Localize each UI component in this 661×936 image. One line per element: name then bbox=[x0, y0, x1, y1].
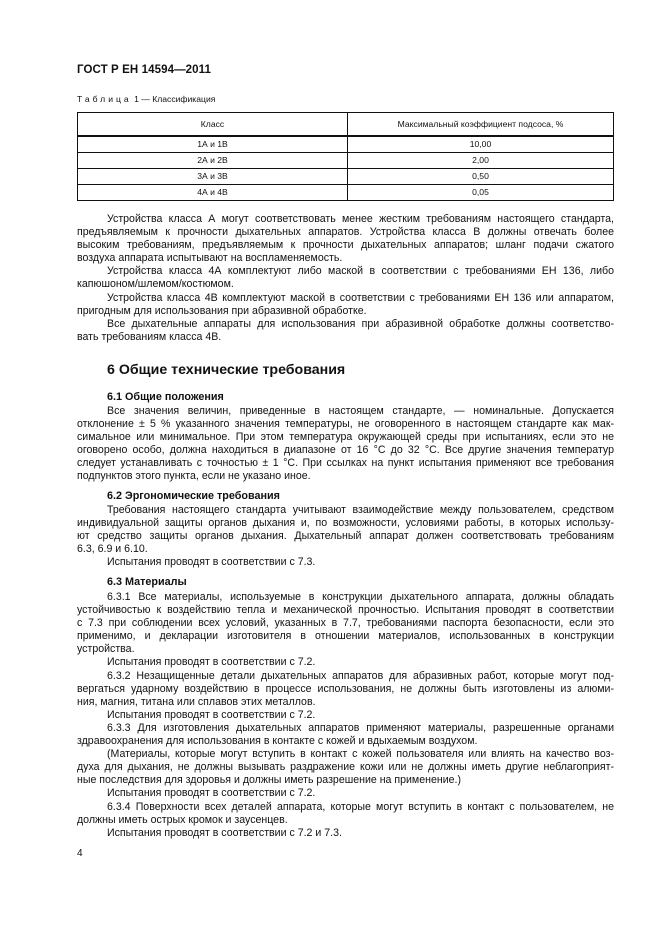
text-line: 6.3.3 Для изготовления дыхательных аппаратов применяют материалы, разрешенные органами bbox=[107, 721, 614, 734]
text-line: Требования настоящего стандарта учитывают взаимодействие между пользователем, средством bbox=[107, 504, 614, 516]
paragraph bbox=[77, 318, 614, 344]
text-line: ют средство защиты органов дыхания. Дыхательный аппарат должен соответствовать требованиям bbox=[77, 530, 614, 543]
text-line: индивидуальной защиты органов дыхания и, по возможности, условиями работы, в которых использу- bbox=[77, 517, 614, 530]
paragraph bbox=[77, 405, 614, 484]
paragraph bbox=[77, 504, 614, 556]
paragraph bbox=[77, 722, 614, 748]
text-line: Испытания проводят в соответствии с 7.2 и 7.3. bbox=[107, 826, 342, 839]
paragraph bbox=[77, 265, 614, 291]
intro-text-block bbox=[77, 213, 614, 344]
text-line: высоким требованиям, предъявляемым к прочности дыхательных аппаратов; шланг подачи сжатого bbox=[77, 239, 614, 252]
cell-leakage: 10,00 bbox=[348, 136, 614, 153]
table-row bbox=[78, 153, 614, 169]
cell-class: 2А и 2В bbox=[78, 153, 348, 169]
text-line: Испытания проводят в соответствии с 7.2. bbox=[107, 656, 316, 669]
text-line: должны иметь острых кромок и заусенцев. bbox=[77, 813, 288, 826]
text-line: вергаться ударному воздействию в процессе использования, не должны быть изготовлены из алюми- bbox=[77, 682, 614, 695]
table-row bbox=[78, 185, 614, 201]
text-line: подпунктов этого пункта, если не указано иное. bbox=[77, 470, 311, 483]
paragraph bbox=[77, 801, 614, 827]
text-line: оговорено особо, должна находиться в диапазоне от 16 °С до 32 °С. Все другие значения температур bbox=[77, 444, 614, 457]
table-header-row bbox=[78, 113, 614, 137]
text-line: Устройства класса 4А комплектуют либо маской в соответствии с требованиями ЕН 136, либо bbox=[107, 265, 614, 278]
paragraph bbox=[77, 787, 614, 800]
text-line: Испытания проводят в соответствии с 7.2. bbox=[107, 708, 316, 721]
paragraph bbox=[77, 556, 614, 569]
text-line: (Материалы, которые могут вступить в контакт с кожей пользователя или влиять на качество воз- bbox=[107, 748, 614, 761]
section-6-1-text bbox=[77, 405, 614, 484]
text-line: ные последствия для здоровья и должны иметь разрешение на применение.) bbox=[77, 774, 461, 787]
text-line: отклонение ± 5 % указанного значения температуры, не оговоренного в настоящем стандарте как мак- bbox=[77, 418, 614, 431]
paragraph bbox=[77, 591, 614, 656]
text-line: Устройства класса 4В комплектуют маской в соответствии с требованиями ЕН 136 или аппаратом, bbox=[107, 291, 614, 304]
text-line: следует устанавливать с точностью ± 1 °С. При ссылках на пункт испытания применяют все требования bbox=[77, 457, 614, 470]
text-line: устройства. bbox=[77, 643, 135, 656]
text-line: предъявляемым к прочности дыхательных аппаратов. Устройства класса В должны отвечать более bbox=[77, 226, 614, 239]
subsection-heading-6-2: 6.2 Эргономические требования bbox=[107, 490, 280, 502]
paragraph bbox=[77, 748, 614, 787]
text-line: 6.3, 6.9 и 6.10. bbox=[77, 543, 148, 556]
cell-class: 1А и 1В bbox=[78, 136, 348, 153]
text-line: воздуха аппарата испытывают на воспламеняемость. bbox=[77, 252, 343, 265]
text-line: 6.3.4 Поверхности всех деталей аппарата, которые могут вступить в контакт с пользователем, не bbox=[107, 800, 614, 813]
text-line: симальное или минимальное. При этом температура окружающей среды при испытаниях, если это не bbox=[77, 431, 614, 444]
paragraph bbox=[77, 213, 614, 265]
text-line: Испытания проводят в соответствии с 7.2. bbox=[107, 787, 316, 800]
table-row bbox=[78, 136, 614, 153]
paragraph bbox=[77, 292, 614, 318]
table-caption-label: Таблица bbox=[77, 94, 132, 104]
document-header-title: ГОСТ Р ЕН 14594—2011 bbox=[77, 64, 212, 76]
cell-leakage: 0,05 bbox=[348, 185, 614, 201]
table-caption bbox=[77, 94, 215, 104]
column-header-class: Класс bbox=[78, 113, 348, 137]
paragraph bbox=[77, 670, 614, 709]
text-line: применимо, и декларации изготовителя в отношении материалов, использованных в конструкции bbox=[77, 630, 614, 643]
text-line: Устройства класса А могут соответствовать менее жестким требованиям настоящего стандарта, bbox=[107, 213, 614, 225]
paragraph bbox=[77, 709, 614, 722]
section-6-3-text bbox=[77, 591, 614, 840]
paragraph bbox=[77, 827, 614, 840]
table-caption-text: 1 — Классификация bbox=[131, 94, 216, 104]
text-line: здравоохранения для использования в контакте с кожей и вдыхаемым воздухом. bbox=[77, 735, 478, 748]
section-heading-6: 6 Общие технические требования bbox=[107, 362, 346, 378]
text-line: капюшоном/шлемом/костюмом. bbox=[77, 278, 234, 291]
text-line: ния, магния, титана или сплавов этих металлов. bbox=[77, 695, 316, 708]
text-line: устойчивостью к воздействию тепла и механической прочностью. Испытания проводят в соответствии bbox=[77, 604, 614, 617]
text-line: 6.3.2 Незащищенные детали дыхательных аппаратов для абразивных работ, которые могут под- bbox=[107, 669, 614, 682]
section-6-2-text bbox=[77, 504, 614, 569]
text-line: Все значения величин, приведенные в настоящем стандарте, — номинальные. Допускается bbox=[107, 405, 614, 417]
subsection-heading-6-3: 6.3 Материалы bbox=[107, 576, 187, 588]
paragraph bbox=[77, 656, 614, 669]
text-line: пригодным для использования при абразивной обработке. bbox=[77, 304, 367, 317]
classification-table bbox=[77, 112, 614, 201]
cell-class: 3А и 3В bbox=[78, 169, 348, 185]
text-line: духа для дыхания, не должны вызывать раздражение кожи или не должны иметь другие неблагоприят- bbox=[77, 761, 614, 774]
text-line: Испытания проводят в соответствии с 7.3. bbox=[107, 556, 316, 569]
page-number: 4 bbox=[77, 848, 83, 859]
cell-leakage: 2,00 bbox=[348, 153, 614, 169]
text-line: с 7.3 при соблюдении всех условий, указанных в 7.7, требованиями паспорта безопасности, если это bbox=[77, 617, 614, 630]
subsection-heading-6-1: 6.1 Общие положения bbox=[107, 391, 224, 403]
text-line: Все дыхательные аппараты для использования при абразивной обработке должны соответство- bbox=[107, 317, 614, 330]
table-row bbox=[78, 169, 614, 185]
cell-class: 4А и 4В bbox=[78, 185, 348, 201]
cell-leakage: 0,50 bbox=[348, 169, 614, 185]
text-line: 6.3.1 Все материалы, используемые в конструкции дыхательного аппарата, должны обладать bbox=[107, 591, 614, 603]
text-line: вать требованиям класса 4В. bbox=[77, 330, 222, 343]
column-header-max-leakage: Максимальный коэффициент подсоса, % bbox=[348, 113, 614, 137]
